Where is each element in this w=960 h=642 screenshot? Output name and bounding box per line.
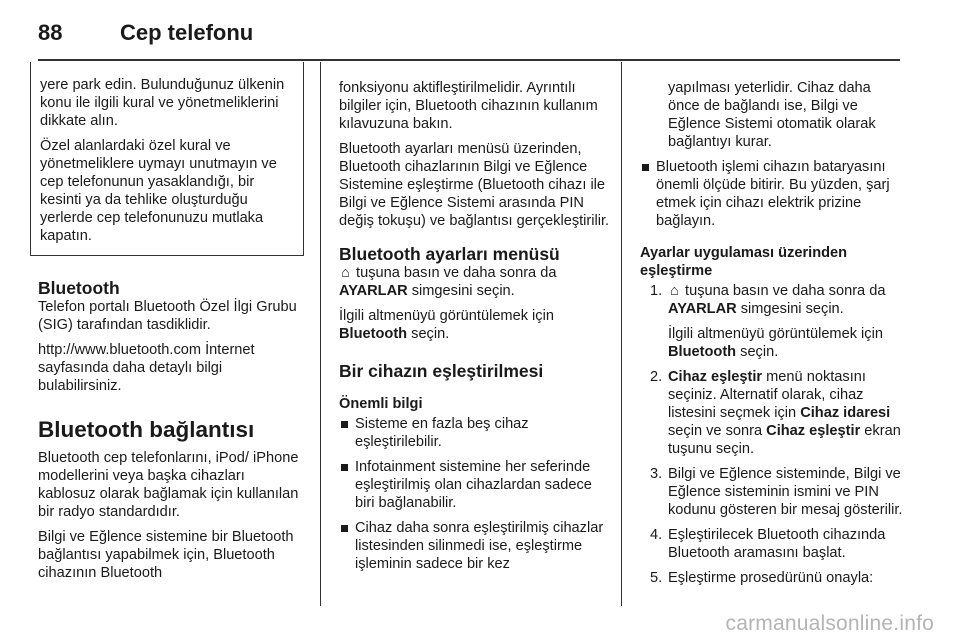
bluetooth-paragraph-1: Telefon portalı Bluetooth Özel İlgi Grubu (SIG) tarafından tasdiklidir. (38, 299, 297, 333)
col2-paragraph-1: fonksiyonu aktifleştirilmelidir. Ayrıntılı bilgiler için, Bluetooth cihazının kullanım kılavuzuna bakın. (339, 80, 598, 132)
column-divider-1 (320, 62, 321, 606)
settings-pairing-heading: Ayarlar uygulaması üzerinden eşleştirme (640, 245, 848, 279)
step-5 (640, 569, 904, 587)
column-1 (38, 62, 302, 589)
bluetooth-paragraph-2: http://www.bluetooth.com İnternet sayfasında daha detaylı bilgi bulabilirsiniz. (38, 342, 255, 394)
note-box (30, 62, 304, 256)
list-item: Bluetooth işlemi cihazın bataryasını önemli ölçüde bitirir. Bu yüzden, şarj etmek için cihazı elektrik prizine bağlayın. (640, 158, 904, 230)
menu-paragraph-2 (339, 307, 611, 343)
step1-sub-text: İlgili altmenüyü görüntülemek için (668, 326, 883, 342)
watermark: carmanualsonline.info (725, 612, 934, 635)
col3-paragraph-1: yapılması yeterlidir. Cihaz daha önce de bağlandı ise, Bilgi ve Eğlence Sistemi otomatik olarak bağlantıyı kurar. (668, 80, 876, 150)
home-icon: ⌂ (670, 283, 679, 299)
step-number: 1. (650, 283, 663, 299)
menu-p1-bold: AYARLAR (339, 283, 408, 299)
step-3 (640, 465, 904, 519)
battery-note-list (640, 158, 904, 230)
menu-paragraph-1 (339, 264, 611, 300)
menu-p2-end: seçin. (407, 326, 450, 342)
step-1 (640, 282, 904, 361)
list-item: Infotainment sistemine her seferinde eşleştirilmiş olan cihazlardan sadece biri bağlanabilir. (339, 458, 611, 512)
connection-paragraph-2: Bilgi ve Eğlence sistemine bir Bluetooth bağlantısı yapabilmek için, Bluetooth cihazının Bluetooth (38, 529, 294, 581)
menu-p1-text: tuşuna basın ve daha sonra da (352, 265, 557, 281)
step1-sub-bold: Bluetooth (668, 344, 737, 360)
step1-end: simgesini seçin. (736, 301, 844, 317)
step1-sub-end: seçin. (736, 344, 779, 360)
note-paragraph-1: yere park edin. Bulunduğunuz ülkenin konu ile ilgili kural ve yönetmeliklerini dikkate alın. (40, 77, 285, 129)
menu-p2-bold: Bluetooth (339, 326, 408, 342)
column-divider-2 (621, 62, 622, 606)
connection-heading: Bluetooth bağlantısı (38, 417, 255, 442)
list-item: Sisteme en fazla beş cihaz eşleştirilebilir. (339, 415, 611, 451)
connection-paragraph-1: Bluetooth cep telefonlarını, iPod/ iPhone modellerini veya başka cihazları kablosuz olarak bağlamak için kullanılan bir radyo standardıdır. (38, 450, 299, 520)
step-4 (640, 526, 904, 562)
step-number: 5. (650, 570, 663, 586)
step2-bold-1: Cihaz eşleştir (668, 369, 763, 385)
step-1-sub (668, 325, 904, 361)
step3-text: Bilgi ve Eğlence sisteminde, Bilgi ve Eğlence sisteminin ismini ve PIN kodunu gösteren bir mesaj gösterilir. (668, 466, 903, 518)
step2-text-3: ekran tuşunu seçin. (668, 423, 901, 457)
pair-device-heading: Bir cihazın eşleştirilmesi (339, 361, 544, 381)
step2-text-1: menü noktasını seçiniz. Alternatif olarak, cihaz listesini seçmek için (668, 369, 866, 421)
important-info-list (339, 415, 611, 573)
page-title: Cep telefonu (120, 20, 254, 45)
step-number: 2. (650, 369, 663, 385)
step-2 (640, 368, 904, 458)
bluetooth-heading: Bluetooth (38, 278, 120, 298)
list-item: Cihaz daha sonra eşleştirilmiş cihazlar listesinden silinmedi ise, eşleştirme işleminin sadece bir kez (339, 519, 611, 573)
menu-p2-text: İlgili altmenüyü görüntülemek için (339, 308, 554, 324)
page-number: 88 (38, 20, 63, 45)
note-paragraph-2: Özel alanlardaki özel kural ve yönetmeliklere uymayı unutmayın ve cep telefonunun yasaklandığı, bir kesinti ya da tehlike oluşturduğu yerlerde cep telefonunuzu mutlaka kapatın. (40, 138, 277, 244)
step1-text: tuşuna basın ve daha sonra da (681, 283, 886, 299)
column-3 (640, 62, 904, 594)
step-number: 3. (650, 466, 663, 482)
header-rule (38, 59, 900, 61)
step-number: 4. (650, 527, 663, 543)
important-info-heading: Önemli bilgi (339, 396, 423, 412)
pairing-steps (640, 282, 904, 587)
col2-paragraph-2: Bluetooth ayarları menüsü üzerinden, Bluetooth cihazlarının Bilgi ve Eğlence Sistemine eşleştirme (Bluetooth cihazı ile Bilgi ve Eğlence Sistemi arasında PIN değiş tokuşu) ve bağlantısı gerçekleştirilir. (339, 141, 610, 229)
step2-bold-3: Cihaz eşleştir (766, 423, 861, 439)
step2-text-2: seçin ve sonra (668, 423, 767, 439)
step4-text: Eşleştirilecek Bluetooth cihazında Bluetooth aramasını başlat. (668, 527, 886, 561)
home-icon: ⌂ (341, 265, 350, 281)
bluetooth-menu-heading: Bluetooth ayarları menüsü (339, 244, 560, 264)
step2-bold-2: Cihaz idaresi (800, 405, 891, 421)
column-2 (339, 62, 611, 580)
step1-bold: AYARLAR (668, 301, 737, 317)
step5-text: Eşleştirme prosedürünü onayla: (668, 570, 874, 586)
menu-p1-end: simgesini seçin. (407, 283, 515, 299)
